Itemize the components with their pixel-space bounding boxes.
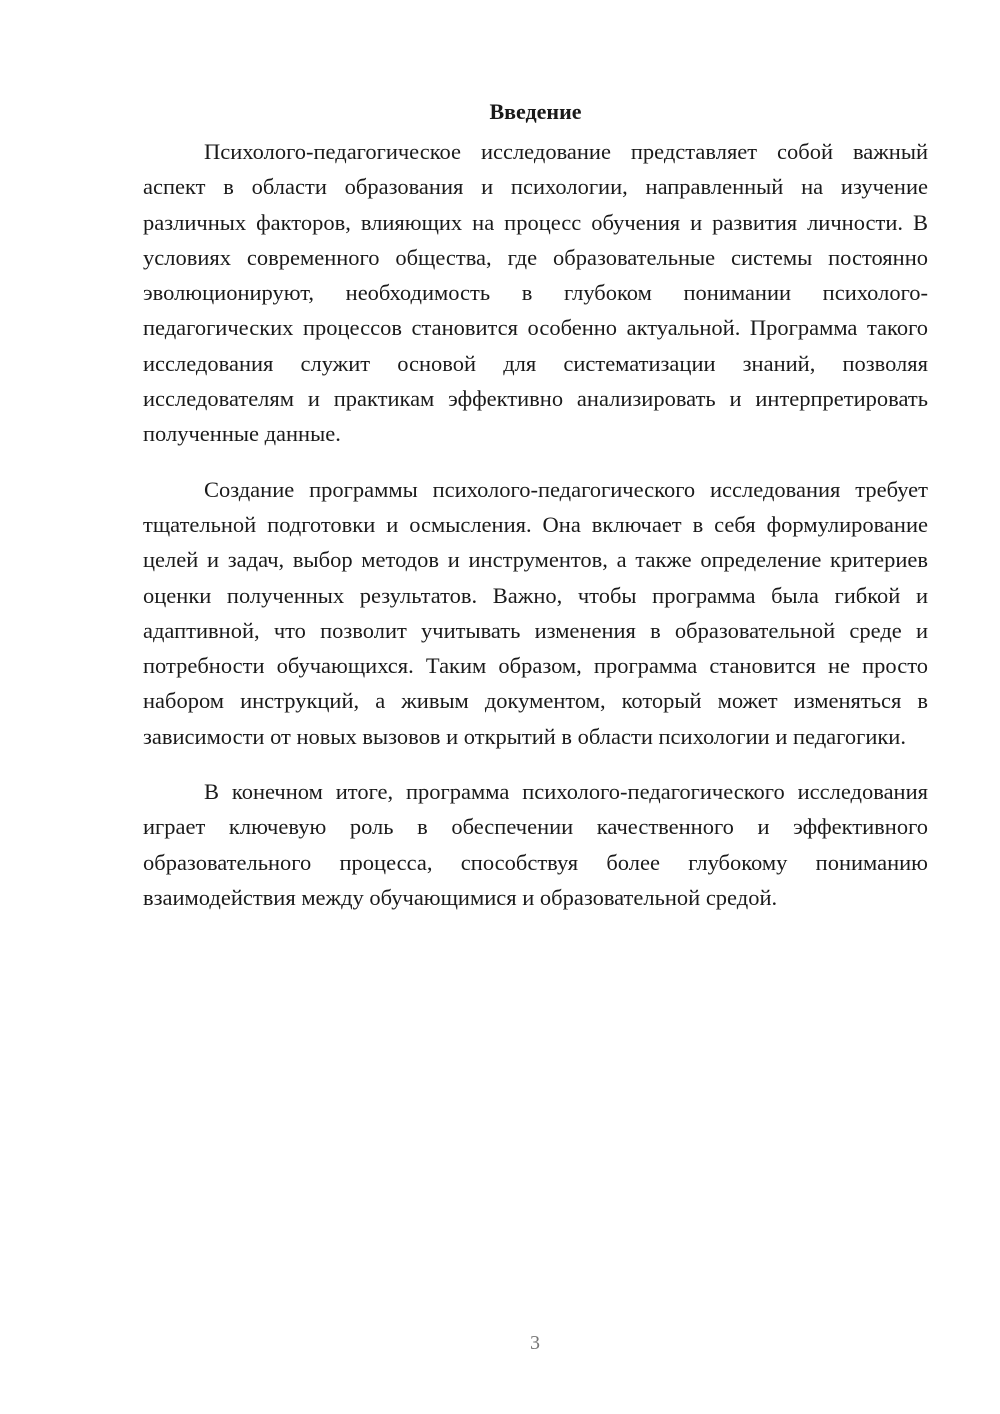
document-body: [143, 96, 928, 935]
paragraph-1: Психолого-педагогическое исследование представляет собой важный аспект в области образования и психологии, направленный на изучение различных факторов, влияющих на процесс обучения и развития личности. В условиях современного общества, где образовательные системы постоянно эволюционируют, необходимость в глубоком понимании психолого-педагогических процессов становится особенно актуальной. Программа такого исследования служит основой для систематизации знаний, позволяя исследователям и практикам эффективно анализировать и интерпретировать полученные данные.: [143, 139, 928, 447]
page-number: 3: [530, 1332, 540, 1354]
paragraph-2: Создание программы психолого-педагогического исследования требует тщательной подготовки и осмысления. Она включает в себя формулирование целей и задач, выбор методов и инструментов, а также определение критериев оценки полученных результатов. Важно, чтобы программа была гибкой и адаптивной, что позволит учитывать изменения в образовательной среде и потребности обучающихся. Таким образом, программа становится не просто набором инструкций, а живым документом, который может изменяться в зависимости от новых вызовов и открытий в области психологии и педагогики.: [143, 476, 928, 749]
section-heading: Введение: [489, 99, 582, 124]
paragraph-3: В конечном итоге, программа психолого-педагогического исследования играет ключевую роль в обеспечении качественного и эффективного образовательного процесса, способствуя более глубокому пониманию взаимодействия между обучающимися и образовательной средой.: [143, 779, 928, 910]
